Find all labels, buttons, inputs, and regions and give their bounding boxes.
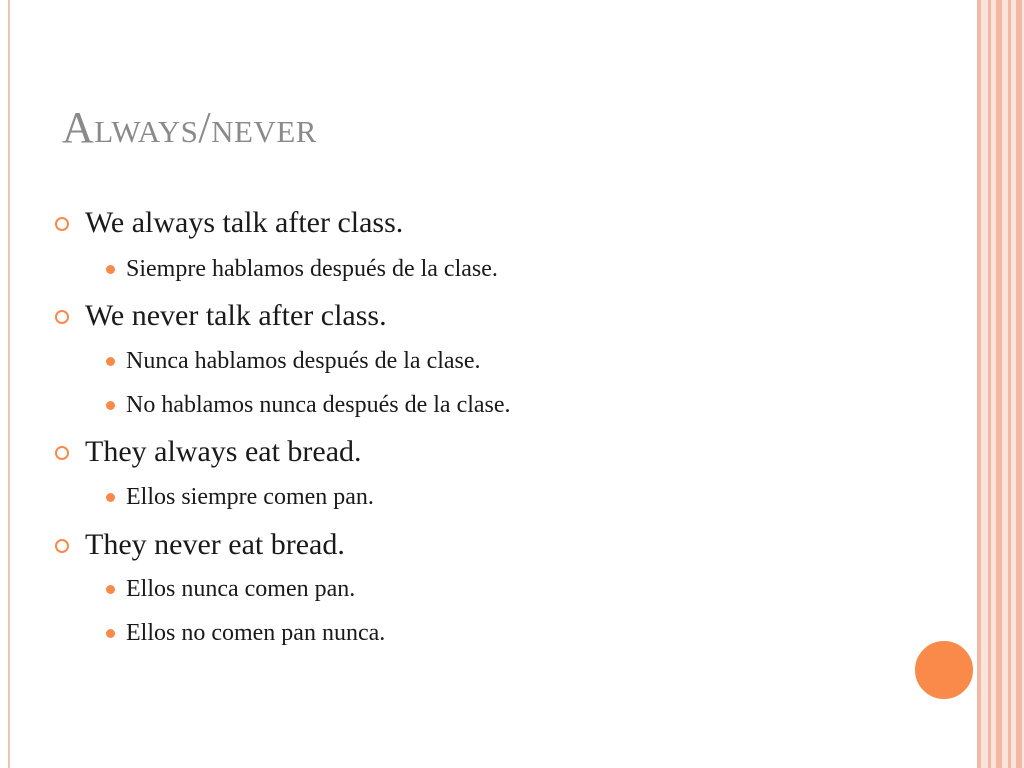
decorative-stripe xyxy=(1008,0,1011,768)
bullet-text: They always eat bread. xyxy=(85,435,362,468)
bullet-item-level-1 xyxy=(85,206,403,240)
bullet-item-level-2 xyxy=(126,256,498,283)
decorative-stripe xyxy=(977,0,981,768)
slide-title: Always/never xyxy=(62,103,317,152)
decorative-stripe xyxy=(1016,0,1022,768)
bullet-text: No hablamos nunca después de la clase. xyxy=(126,392,511,418)
bullet-item-level-2 xyxy=(126,348,481,375)
bullet-text: They never eat bread. xyxy=(85,528,345,561)
bullet-item-level-1 xyxy=(85,299,387,333)
hollow-bullet-icon xyxy=(55,446,69,460)
bullet-item-level-1 xyxy=(85,435,362,469)
bullet-item-level-2 xyxy=(126,392,511,419)
filled-bullet-icon xyxy=(106,629,115,638)
bullet-item-level-1 xyxy=(85,528,345,562)
bullet-text: We always talk after class. xyxy=(85,206,404,239)
bullet-text: Ellos siempre comen pan. xyxy=(126,484,374,510)
decorative-stripe xyxy=(988,0,991,768)
bullet-text: Nunca hablamos después de la clase. xyxy=(126,348,481,374)
bullet-text: Ellos nunca comen pan. xyxy=(126,576,356,602)
hollow-bullet-icon xyxy=(55,539,69,553)
bullet-item-level-2 xyxy=(126,576,355,603)
bullet-text: Siempre hablamos después de la clase. xyxy=(126,256,498,282)
bullet-item-level-2 xyxy=(126,620,385,647)
filled-bullet-icon xyxy=(106,401,115,410)
bullet-item-level-2 xyxy=(126,484,374,511)
hollow-bullet-icon xyxy=(55,310,69,324)
filled-bullet-icon xyxy=(106,585,115,594)
filled-bullet-icon xyxy=(106,493,115,502)
bullet-text: Ellos no comen pan nunca. xyxy=(126,620,386,646)
filled-bullet-icon xyxy=(106,265,115,274)
bullet-text: We never talk after class. xyxy=(85,299,387,332)
filled-bullet-icon xyxy=(106,357,115,366)
hollow-bullet-icon xyxy=(55,217,69,231)
decorative-stripe xyxy=(996,0,1002,768)
